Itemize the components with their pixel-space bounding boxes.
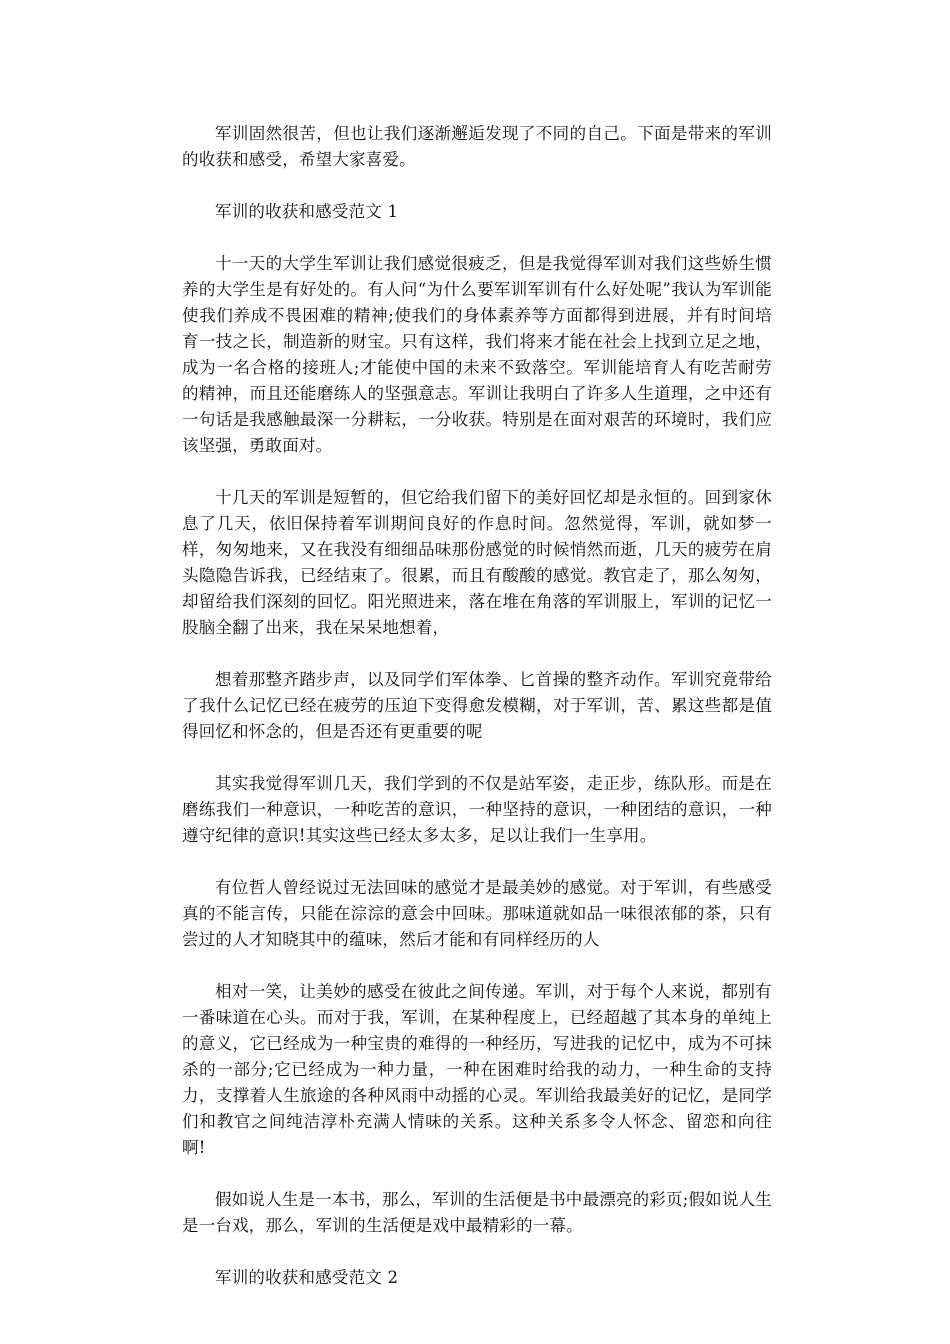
body-paragraph-5: 有位哲人曾经说过无法回味的感觉才是最美妙的感觉。对于军训，有些感受真的不能言传，只能在淙淙的意会中回味。那味道就如品一味很浓郁的茶，只有尝过的人才知晓其中的蕴味，然后才能和有同样经历的人 [182,878,772,949]
document-page [182,121,772,1317]
body-paragraph-3: 想着那整齐踏步声，以及同学们军体拳、匕首操的整齐动作。军训究竟带给了我什么记忆已经在疲劳的压迫下变得愈发模糊，对于军训，苦、累这些都是值得回忆和怀念的，但是否还有更重要的呢 [182,670,772,741]
body-paragraph-4: 其实我觉得军训几天，我们学到的不仅是站军姿，走正步，练队形。而是在磨练我们一种意识，一种吃苦的意识，一种坚持的意识，一种团结的意识，一种遵守纪律的意识!其实这些已经太多太多，足以让我们一生享用。 [182,774,772,845]
section-heading-2: 军训的收获和感受范文 2 [215,1268,399,1287]
body-paragraph-7: 假如说人生是一本书，那么，军训的生活便是书中最漂亮的彩页;假如说人生是一台戏，那么，军训的生活便是戏中最精彩的一幕。 [182,1190,772,1235]
intro-paragraph: 军训固然很苦，但也让我们逐渐邂逅发现了不同的自己。下面是带来的军训的收获和感受，希望大家喜爱。 [182,124,772,169]
body-paragraph-2: 十几天的军训是短暂的，但它给我们留下的美好回忆却是永恒的。回到家休息了几天，依旧保持着军训期间良好的作息时间。忽然觉得，军训，就如梦一样，匆匆地来，又在我没有细细品味那份感觉的时候悄然而逝，几天的疲劳在肩头隐隐告诉我，已经结束了。很累，而且有酸酸的感觉。教官走了，那么匆匆，却留给我们深刻的回忆。阳光照进来，落在堆在角落的军训服上，军训的记忆一股脑全翻了出来，我在呆呆地想着， [182,488,772,637]
section-heading-1: 军训的收获和感受范文 1 [215,202,399,221]
body-paragraph-1: 十一天的大学生军训让我们感觉很疲乏，但是我觉得军训对我们这些娇生惯养的大学生是有好处的。有人问“为什么要军训军训有什么好处呢”我认为军训能使我们养成不畏困难的精神;使我们的身体素养等方面都得到进展，并有时间培育一技之长，制造新的财宝。只有这样，我们将来才能在社会上找到立足之地，成为一名合格的接班人;才能使中国的未来不致落空。军训能培育人有吃苦耐劳的精神，而且还能磨练人的坚强意志。军训让我明白了许多人生道理，之中还有一句话是我感触最深一分耕耘，一分收获。特别是在面对艰苦的环境时，我们应该坚强，勇敢面对。 [182,254,772,455]
body-paragraph-6: 相对一笑，让美妙的感受在彼此之间传递。军训，对于每个人来说，都别有一番味道在心头。而对于我，军训，在某种程度上，已经超越了其本身的单纯上的意义，它已经成为一种宝贵的难得的一种经历，写进我的记忆中，成为不可抹杀的一部分;它已经成为一种力量，一种在困难时给我的动力，一种生命的支持力，支撑着人生旅途的各种风雨中动摇的心灵。军训给我最美好的记忆，是同学们和教官之间纯洁淳朴充满人情味的关系。这种关系多令人怀念、留恋和向往啊! [182,982,772,1157]
